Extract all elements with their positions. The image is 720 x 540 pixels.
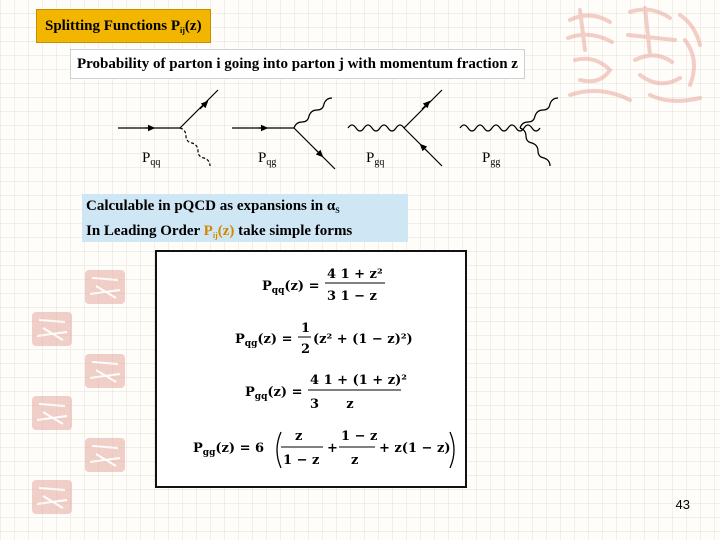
probability-caption: Probability of parton i going into parton j with momentum fraction z xyxy=(70,49,525,79)
calc-line-1 xyxy=(86,196,404,221)
formula-canvas xyxy=(157,252,465,486)
calculable-note xyxy=(82,194,408,242)
label-pgg: $P_{gg}$ xyxy=(482,150,501,168)
label-pqq: $P_{qq}$ xyxy=(142,150,161,168)
svg-text:4 1 + (1 + z)²: 4 1 + (1 + z)² xyxy=(310,373,407,388)
formula-pqq xyxy=(262,267,385,304)
svg-text:z: z xyxy=(295,429,303,444)
svg-text:z: z xyxy=(351,453,359,468)
svg-text:Pqg(z) =: $P_{qg}(z)$ = xyxy=(235,332,293,349)
svg-text:3 1 − z: 3 1 − z xyxy=(327,289,377,304)
label-pqg: $P_{qg}$ xyxy=(258,150,277,168)
alpha-subscript: S xyxy=(335,206,340,215)
calc-line-2 xyxy=(86,221,404,246)
svg-text:(z² + (1 − z)²): (z² + (1 − z)²) xyxy=(313,332,413,347)
feynman-diagrams xyxy=(110,84,570,179)
formula-pqg xyxy=(235,321,413,357)
svg-text:1: 1 xyxy=(301,321,311,336)
logo-stamps xyxy=(30,268,130,518)
svg-text:4 1 + z²: 4 1 + z² xyxy=(327,267,383,282)
calc-line-2-pre: In Leading Order xyxy=(86,223,204,239)
title-text: Splitting Functions P xyxy=(45,18,181,34)
diagram-pgg xyxy=(460,98,558,166)
title-subscript: ij xyxy=(180,26,185,35)
svg-text:Pgg(z) = 6: $P_{gg}(z) = 6$ xyxy=(193,441,265,458)
formula-pgq xyxy=(245,373,407,412)
calligraphy-watermark xyxy=(560,0,710,120)
calc-line-2-sub: ij xyxy=(212,231,218,240)
svg-text:1 − z: 1 − z xyxy=(283,453,320,468)
calc-line-2-z: (z) xyxy=(217,223,235,239)
calc-line-1-text: Calculable in pQCD as expansions in α xyxy=(86,198,336,214)
splitting-formulas-box xyxy=(155,250,467,488)
title-tail: (z) xyxy=(184,18,202,34)
svg-text:Pqq(z) =: $P_{qq}(z)$ = xyxy=(262,279,320,296)
svg-text:1 − z: 1 − z xyxy=(341,429,378,444)
label-pgq: $P_{gq}$ xyxy=(366,150,385,168)
svg-text:Pgq(z) =: $P_{gq}(z)$ = xyxy=(245,385,303,402)
diagram-pqq xyxy=(118,90,218,166)
slide-title xyxy=(36,9,211,43)
calc-line-2-p: P xyxy=(203,223,213,239)
svg-text:2: 2 xyxy=(301,342,311,357)
svg-text:3 z: 3 z xyxy=(310,397,354,412)
diagram-pgq xyxy=(348,90,442,166)
svg-text:+: + xyxy=(327,441,338,456)
svg-text:+ z(1 − z): + z(1 − z) xyxy=(379,441,451,456)
page-number: 43 xyxy=(675,497,690,512)
calc-line-2-post: take simple forms xyxy=(234,223,353,239)
formula-pgg xyxy=(193,429,454,468)
diagram-pqg xyxy=(232,98,335,169)
